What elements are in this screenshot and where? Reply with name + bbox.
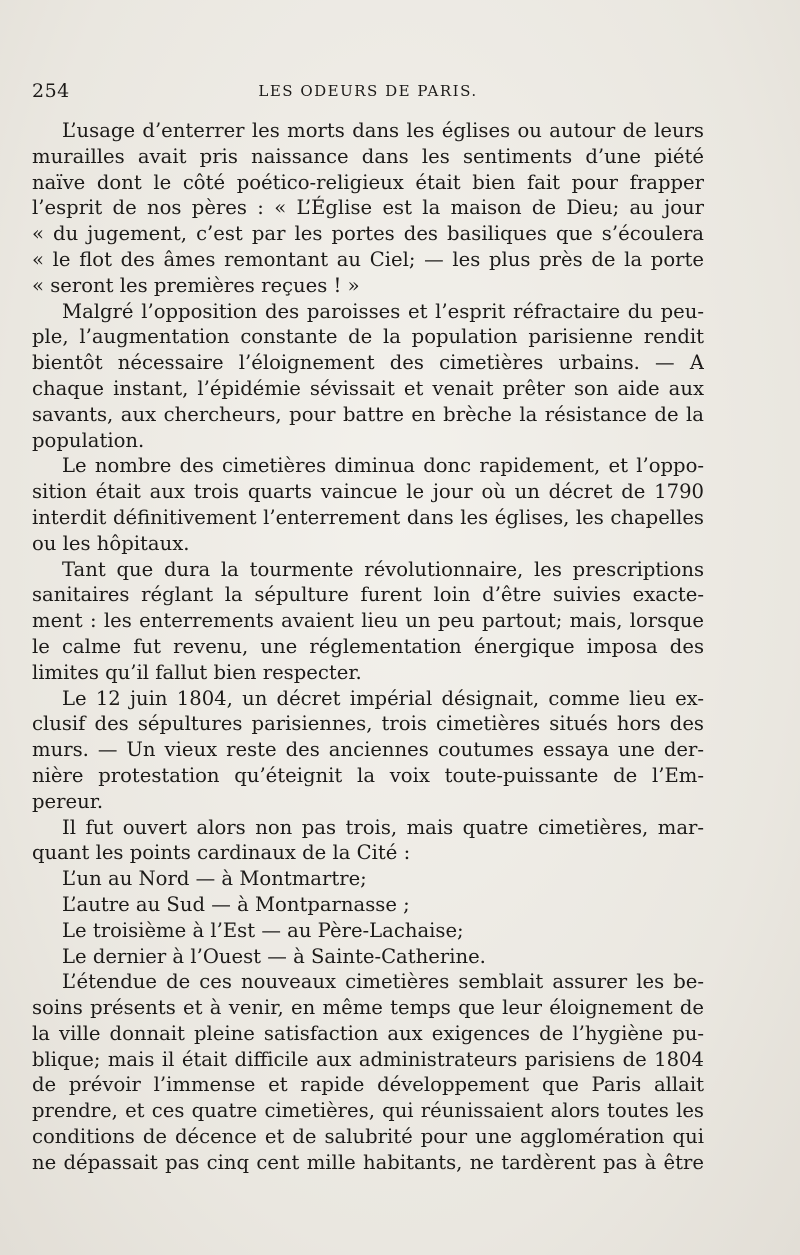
text-line: naïve dont le côté poético-religieux était bien fait pour frapper xyxy=(32,170,704,194)
text-line: blique; mais il était difficile aux administrateurs parisiens de 1804 xyxy=(32,1047,704,1071)
text-line: conditions de décence et de salubrité pour une agglomération qui xyxy=(32,1125,704,1149)
text-line: Le nombre des cimetières diminua donc rapidement, et l’oppo- xyxy=(62,454,704,478)
text-line: L’autre au Sud — à Montparnasse ; xyxy=(62,892,410,916)
text-line: sanitaires réglant la sépulture furent loin d’être suivies exacte- xyxy=(32,583,704,607)
text-line: chaque instant, l’épidémie sévissait et venait prêter son aide aux xyxy=(32,376,704,400)
text-line: Malgré l’opposition des paroisses et l’esprit réfractaire du peu- xyxy=(62,299,704,323)
text-line: nière protestation qu’éteignit la voix toute-puissante de l’Em- xyxy=(32,763,704,787)
text-line: limites qu’il fallut bien respecter. xyxy=(32,660,362,684)
text-line: « seront les premières reçues ! » xyxy=(32,273,360,297)
text-line: savants, aux chercheurs, pour battre en brèche la résistance de la xyxy=(32,402,704,426)
text-line: pereur. xyxy=(32,789,104,813)
text-line: Le troisième à l’Est — au Père-Lachaise; xyxy=(62,918,464,942)
text-line: ou les hôpitaux. xyxy=(32,531,190,555)
text-line: sition était aux trois quarts vaincue le jour où un décret de 1790 xyxy=(32,480,704,504)
running-head: LES ODEURS DE PARIS. xyxy=(258,82,478,100)
text-line: l’esprit de nos pères : « L’Église est la maison de Dieu; au jour xyxy=(32,196,704,220)
text-line: clusif des sépultures parisiennes, trois cimetières situés hors des xyxy=(32,712,704,736)
text-line: interdit définitivement l’enterrement dans les églises, les chapelles xyxy=(32,505,704,529)
text-line: L’étendue de ces nouveaux cimetières semblait assurer les be- xyxy=(62,970,704,994)
text-line: Le 12 juin 1804, un décret impérial désignait, comme lieu ex- xyxy=(62,686,704,710)
text-line: Tant que dura la tourmente révolutionnaire, les prescriptions xyxy=(62,557,704,581)
text-line: L’un au Nord — à Montmartre; xyxy=(62,867,367,891)
text-line: le calme fut revenu, une réglementation énergique imposa des xyxy=(32,634,704,658)
text-line: bientôt nécessaire l’éloignement des cimetières urbains. — A xyxy=(32,351,704,375)
text-line: « du jugement, c’est par les portes des basiliques que s’écoulera xyxy=(32,222,704,246)
page-header xyxy=(32,80,704,106)
text-line: Le dernier à l’Ouest — à Sainte-Catherine. xyxy=(62,944,486,968)
text-line: population. xyxy=(32,428,145,452)
page-number: 254 xyxy=(32,80,70,102)
text-line: prendre, et ces quatre cimetières, qui réunissaient alors toutes les xyxy=(32,1099,704,1123)
text-line: Il fut ouvert alors non pas trois, mais quatre cimetières, mar- xyxy=(62,815,704,839)
text-line: quant les points cardinaux de la Cité : xyxy=(32,841,411,865)
text-line: soins présents et à venir, en même temps que leur éloignement de xyxy=(32,996,704,1020)
text-line: murailles avait pris naissance dans les sentiments d’une piété xyxy=(32,144,704,168)
text-line: murs. — Un vieux reste des anciennes coutumes essaya une der- xyxy=(32,738,704,762)
text-line: ment : les enterrements avaient lieu un peu partout; mais, lorsque xyxy=(32,609,704,633)
body-text xyxy=(32,118,704,1176)
text-line: de prévoir l’immense et rapide développement que Paris allait xyxy=(32,1073,704,1097)
text-line: L’usage d’enterrer les morts dans les églises ou autour de leurs xyxy=(62,119,704,142)
text-line: ne dépassait pas cinq cent mille habitants, ne tardèrent pas à être xyxy=(32,1150,704,1174)
text-line: « le flot des âmes remontant au Ciel; — les plus près de la porte xyxy=(32,247,704,271)
text-line: la ville donnait pleine satisfaction aux exigences de l’hygiène pu- xyxy=(32,1021,704,1045)
text-line: ple, l’augmentation constante de la population parisienne rendit xyxy=(32,325,704,349)
